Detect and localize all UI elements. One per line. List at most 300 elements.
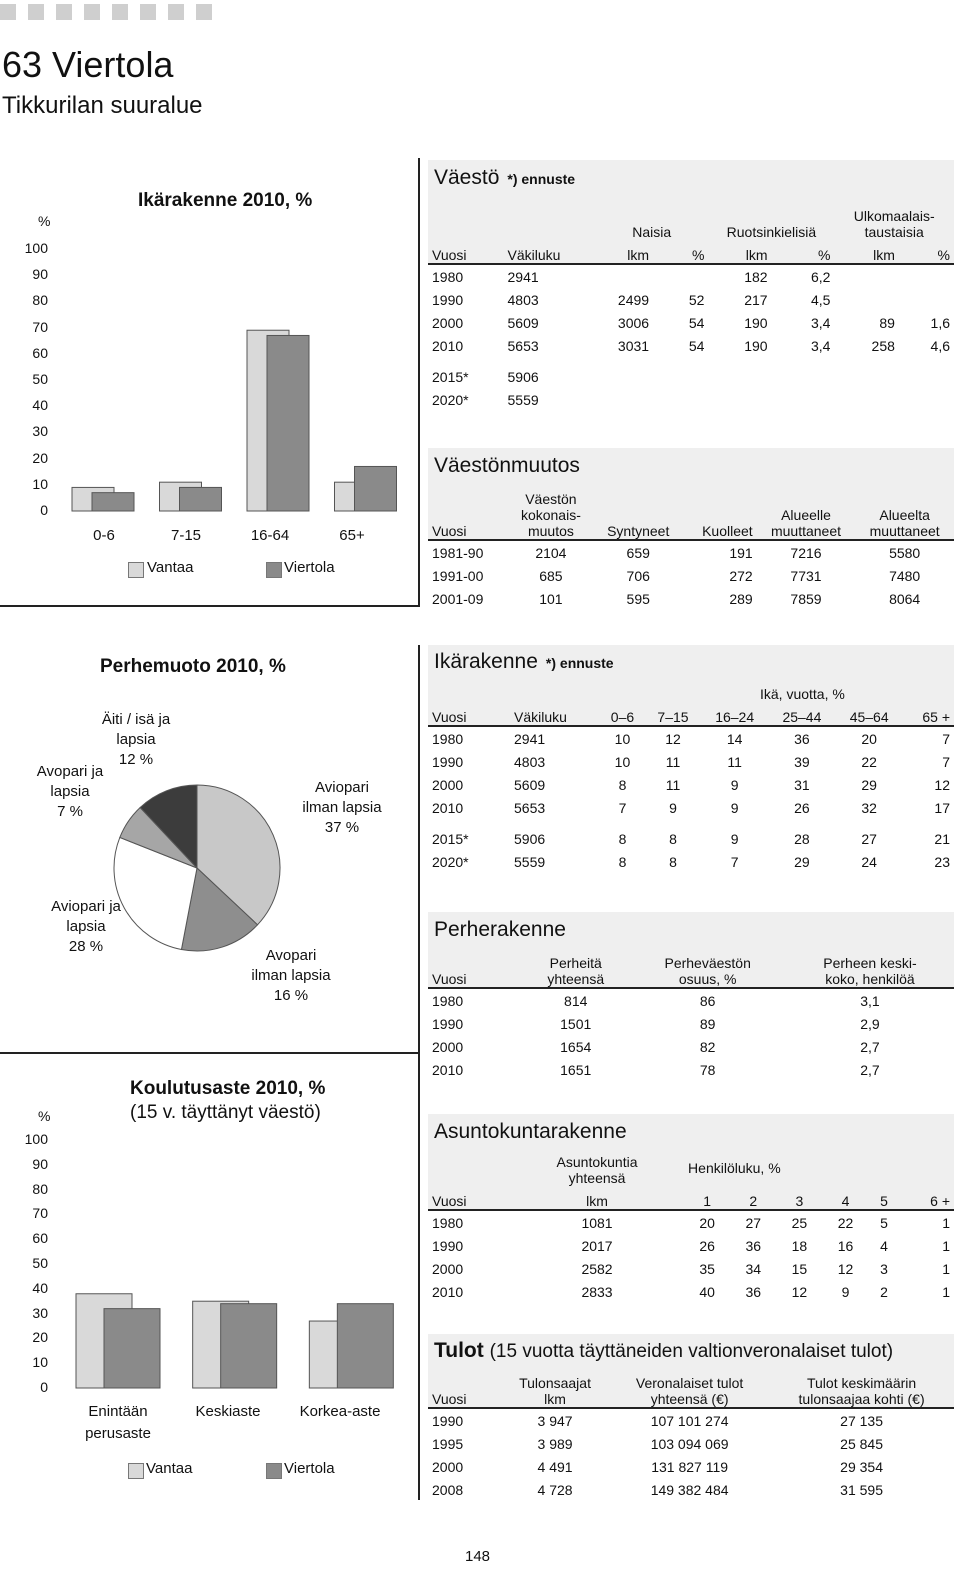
y-tick-label: 70 [32,1205,48,1222]
table-cell [834,288,898,311]
table-row [428,564,954,587]
family-chart-title: Perhemuoto 2010, % [100,656,286,677]
table-cell: 1990 [432,753,464,770]
legend-label-viertola: Viertola [284,559,335,576]
table-cell: 107 101 274 [610,1408,769,1432]
column-header: Perheväestön osuus, % [629,948,785,988]
vaestonmuutos-title: Väestönmuutos [434,454,580,477]
table-cell: 31 [794,776,810,793]
divider-horizontal [0,1052,420,1054]
edu-chart-y-unit: % [38,1108,51,1124]
table-cell: 26 [794,799,810,816]
table-cell: 101 [539,590,563,607]
table-row [428,1210,954,1234]
asuntokunta-group-total: Asuntokuntia yhteensä [510,1150,684,1186]
table-cell: 29 354 [840,1458,883,1475]
tulot-title-rest: (15 vuotta täyttäneiden valtionveronalaiset tulot) [489,1341,894,1362]
y-tick-label: 20 [32,449,48,466]
table-cell: 29 [794,853,810,870]
table-cell: 2941 [504,264,596,288]
table-cell [653,357,708,388]
table-row [428,1432,954,1455]
y-tick-label: 10 [32,1354,48,1371]
table-cell [653,388,708,411]
table-cell: 22 [861,753,877,770]
y-tick-label: 50 [32,371,48,387]
asuntokunta-title: Asuntokuntarakenne [434,1120,627,1143]
legend-swatch-vantaa [128,1463,144,1479]
x-tick-label: 16-64 [250,527,290,544]
table-cell: 4,6 [930,337,950,354]
column-header: 4 [822,1186,868,1210]
vaesto-title: Väestö [434,166,500,189]
vaesto-table [428,196,954,411]
table-cell: 3031 [617,337,650,354]
table-row [428,388,954,411]
legend-swatch-viertola [266,562,282,578]
table-row [428,796,954,819]
column-header: 65 + [903,702,954,726]
table-cell: 2000 [432,314,464,331]
tulot-table [428,1368,954,1501]
table-cell: 2833 [581,1283,613,1300]
table-row [428,988,954,1012]
vaestonmuutos-table [428,484,954,610]
y-tick-label: 30 [32,1304,48,1321]
column-header: Tulonsaajat lkm [500,1368,610,1408]
table-cell: 289 [729,590,753,607]
table-cell: 12 [837,1260,854,1277]
table-cell: 12 [791,1283,808,1300]
table-cell: 40 [699,1283,715,1300]
column-header: % [653,240,708,264]
table-cell: 4803 [514,753,546,770]
table-cell: 3,4 [810,337,831,354]
table-row [428,819,954,850]
column-header: Perheitä yhteensä [522,948,629,988]
column-header: 7–15 [645,702,701,726]
table-cell: 182 [708,264,771,288]
table-cell: 7 [903,726,954,750]
table-cell: 4 491 [537,1458,573,1475]
x-tick-label: 7-15 [170,527,202,544]
table-cell: 82 [699,1038,716,1055]
column-header: Veronalaiset tulot yhteensä (€) [610,1368,769,1408]
table-cell: 7 [618,799,627,816]
table-cell: 89 [699,1015,716,1032]
y-tick-label: 100 [24,240,48,256]
table-cell: 5609 [507,314,539,331]
decor-square [196,4,212,20]
table-cell: 7731 [790,567,822,584]
table-cell: 8064 [889,590,921,607]
y-tick-label: 90 [32,266,48,283]
perherakenne-section-header [428,912,954,948]
column-header: 0–6 [600,702,645,726]
table-row [428,850,954,873]
table-cell [595,357,653,388]
table-cell: 39 [794,753,810,770]
column-header: Vuosi [428,1368,500,1408]
table-cell: 5580 [855,540,954,564]
bar-viertola-2 [337,1304,393,1388]
table-cell: 1980 [428,264,504,288]
table-cell: 706 [626,567,650,584]
table-cell: 1081 [510,1210,684,1234]
table-cell: 1995 [432,1435,464,1452]
table-cell: 2,7 [860,1038,880,1055]
ikarakenne-section-header [428,645,954,679]
decor-square [168,4,184,20]
table-cell: 1990 [428,1408,500,1432]
table-cell: 3,1 [786,988,954,1012]
table-cell: 7859 [790,590,822,607]
table-cell [834,357,898,388]
x-tick-label-line: Keskiaste [195,1403,261,1420]
column-header: 6 + [899,1186,954,1210]
table-cell: 8 [618,776,627,793]
table-cell: 4,5 [810,291,831,308]
column-header: % [899,240,954,264]
table-row [428,1012,954,1035]
asuntokunta-group-henkiloluku: Henkilöluku, % [684,1150,954,1186]
divider-horizontal [0,605,420,607]
table-cell: 1990 [432,291,464,308]
table-cell [595,388,653,411]
column-header: Alueelta muuttaneet [855,484,954,540]
table-cell: 11 [727,753,742,770]
table-cell [595,264,653,288]
table-cell: 2001-09 [432,590,484,607]
edu-chart-title: Koulutusaste 2010, % [130,1078,326,1099]
table-cell: 1981-90 [428,540,508,564]
table-cell: 8 [618,853,627,870]
column-header: 5 [869,1186,900,1210]
table-cell: 15 [791,1260,808,1277]
table-cell: 5559 [507,391,539,408]
decor-square [84,4,100,20]
table-cell: 29 [861,776,877,793]
table-cell: 5653 [507,337,539,354]
col-group-ruotsinkielisia: Ruotsinkielisiä [708,196,834,240]
table-cell: 2000 [432,1458,464,1475]
column-header: lkm [595,240,653,264]
table-cell: 1 [942,1283,950,1300]
bar-viertola-0 [92,493,134,511]
ikarakenne-group-header: Ikä, vuotta, % [600,679,954,702]
table-cell: 2020* [432,391,469,408]
y-tick-label: 50 [32,1255,48,1271]
table-row [428,334,954,357]
x-tick-label [68,1401,168,1445]
y-tick-label: 40 [32,397,48,414]
legend-swatch-vantaa [128,562,144,578]
table-cell: 3 989 [537,1435,573,1452]
table-row [428,1280,954,1303]
table-cell: 5906 [514,830,546,847]
table-cell [899,388,954,411]
table-cell [772,388,835,411]
table-cell: 10 [600,726,645,750]
bar-viertola-0 [104,1309,160,1388]
column-header: Alueelle muuttaneet [757,484,856,540]
table-cell [899,264,954,288]
table-cell: 1651 [560,1061,592,1078]
column-header: Väkiluku [504,240,596,264]
table-cell: 31 595 [840,1481,883,1498]
bar-viertola-2 [267,335,309,511]
table-cell: 17 [934,799,950,816]
decor-square [140,4,156,20]
table-cell: 1,6 [930,314,950,331]
table-cell: 54 [688,337,705,354]
table-cell: 9 [730,799,739,816]
column-header: 16–24 [701,702,768,726]
table-cell [834,388,898,411]
table-cell: 27 [861,830,877,847]
table-row [428,1478,954,1501]
table-cell: 2000 [432,1038,464,1055]
column-header: 3 [776,1186,822,1210]
table-row [428,1035,954,1058]
decor-square [56,4,72,20]
table-cell: 258 [871,337,895,354]
vaesto-section-header [428,160,954,196]
page-subtitle: Tikkurilan suuralue [2,92,203,119]
table-cell: 5 [869,1210,900,1234]
table-cell: 11 [665,776,681,793]
table-cell: 814 [522,988,629,1012]
table-cell: 2941 [510,726,600,750]
table-cell: 11 [665,753,681,770]
column-header: 45–64 [836,702,903,726]
age-bar-chart [60,240,410,530]
table-cell: 7 [730,853,739,870]
legend-label-viertola: Viertola [284,1460,335,1477]
table-cell: 54 [688,314,705,331]
table-cell: 2008 [432,1481,464,1498]
column-header: % [772,240,835,264]
y-tick-label: 80 [32,1180,48,1197]
table-cell: 24 [861,853,877,870]
x-tick-label-line: Korkea-aste [299,1403,381,1420]
table-cell: 1 [942,1260,950,1277]
table-cell: 2 [880,1283,888,1300]
table-cell: 18 [791,1237,808,1254]
table-cell: 22 [822,1210,868,1234]
ikarakenne-title: Ikärakenne [434,650,538,673]
y-tick-label: 30 [32,423,48,440]
table-cell [708,388,771,411]
table-cell: 35 [699,1260,715,1277]
table-cell: 1990 [432,1015,464,1032]
bar-viertola-1 [180,487,222,511]
table-cell: 25 845 [840,1435,883,1452]
table-cell: 5609 [514,776,546,793]
column-header: Vuosi [428,240,504,264]
table-cell: 2020* [432,853,469,870]
table-cell [899,288,954,311]
col-group-naisia: Naisia [595,196,708,240]
table-cell: 4 728 [537,1481,573,1498]
table-cell: 1 [942,1237,950,1254]
table-cell: 2010 [432,1061,464,1078]
vaesto-note: *) ennuste [507,171,576,187]
table-cell: 1 [899,1210,954,1234]
column-header: lkm [708,240,771,264]
table-cell: 52 [688,291,705,308]
y-tick-label: 60 [32,1230,48,1247]
table-cell: 595 [626,590,650,607]
pie-label-aiti-isa-ja-lapsia: Äiti / isä ja lapsia 12 % [101,711,171,768]
table-cell: 3 947 [500,1408,610,1432]
table-cell: 2010 [432,1283,464,1300]
pie-label-aviopari-ilman-lapsia: Aviopari ilman lapsia 37 % [302,779,382,836]
column-header: Vuosi [428,1186,510,1210]
table-cell: 12 [645,726,701,750]
column-header: lkm [510,1186,684,1210]
legend-label-vantaa: Vantaa [146,1460,193,1477]
table-cell: 12 [934,776,950,793]
table-cell: 20 [684,1210,730,1234]
decor-square [112,4,128,20]
legend-swatch-viertola [266,1463,282,1479]
edu-chart-subtitle: (15 v. täyttänyt väestö) [130,1102,321,1123]
table-row [428,587,954,610]
table-row [428,311,954,334]
table-cell: 1990 [432,1237,464,1254]
table-cell: 3 [880,1260,888,1277]
table-cell: 10 [614,753,631,770]
table-cell: 26 [699,1237,715,1254]
y-tick-label: 10 [32,475,48,492]
table-cell: 2000 [432,776,464,793]
table-cell: 9 [730,830,739,847]
table-row [428,726,954,750]
column-header: Väkiluku [510,702,600,726]
table-cell: 34 [745,1260,762,1277]
table-cell: 4803 [507,291,539,308]
table-cell: 1501 [560,1015,592,1032]
table-cell: 8 [669,853,677,870]
table-cell: 131 827 119 [651,1458,729,1475]
ikarakenne-note: *) ennuste [545,655,614,671]
y-tick-label: 0 [40,502,48,518]
bar-viertola-3 [355,466,397,511]
table-cell: 7 [942,753,950,770]
table-cell: 6,2 [772,264,835,288]
table-cell: 2104 [508,540,594,564]
table-cell: 1654 [560,1038,592,1055]
column-header: Vuosi [428,702,510,726]
perherakenne-table [428,948,954,1081]
y-tick-label: 40 [32,1279,48,1296]
column-header: 25–44 [768,702,835,726]
divider-vertical [418,158,420,606]
table-cell: 8 [669,830,677,847]
table-cell: 2010 [432,337,464,354]
table-row [428,1234,954,1257]
col-group-ulkomaalais: Ulkomaalais- taustaisia [834,196,954,240]
table-cell: 685 [539,567,563,584]
x-tick-label [290,1401,390,1423]
y-tick-label: 60 [32,344,48,361]
table-cell: 2010 [432,799,464,816]
column-header: Tulot keskimäärin tulonsaajaa kohti (€) [769,1368,954,1408]
table-row [428,773,954,796]
table-cell: 190 [744,337,768,354]
table-cell [899,357,954,388]
table-row [428,750,954,773]
x-tick-label: 65+ [339,527,365,544]
column-header: Kuolleet [683,484,757,540]
y-tick-label: 20 [32,1329,48,1346]
bar-viertola-1 [221,1304,277,1388]
divider-vertical [418,645,420,1500]
table-cell: 2015* [432,368,469,385]
y-tick-label: 0 [40,1379,48,1395]
pie-label-aviopari-ja-lapsia: Aviopari ja lapsia 28 % [51,898,121,955]
column-header: Vuosi [428,948,522,988]
family-pie-chart [112,783,282,953]
table-row [428,1455,954,1478]
table-cell: 2000 [432,1260,464,1277]
table-cell [708,357,771,388]
table-cell: 103 094 069 [650,1435,729,1452]
table-cell: 149 382 484 [650,1481,729,1498]
page-number: 148 [465,1548,491,1565]
tulot-section-header [428,1334,954,1368]
pie-label-avopari-ja-lapsia: Avopari ja lapsia 7 % [36,763,104,820]
y-tick-label: 80 [32,292,48,309]
x-tick-label: 0-6 [93,527,115,544]
table-cell: 7216 [757,540,856,564]
perherakenne-title: Perherakenne [434,918,566,941]
table-cell: 9 [669,799,677,816]
x-tick-label-line: Enintään [88,1403,148,1420]
table-cell [834,264,898,288]
page-title: 63 Viertola [2,44,174,85]
table-cell: 36 [745,1283,762,1300]
table-cell: 86 [629,988,785,1012]
table-cell: 9 [841,1283,850,1300]
y-tick-label: 70 [32,318,48,335]
age-chart-y-unit: % [38,213,51,229]
table-row [428,1058,954,1081]
table-cell: 659 [594,540,683,564]
edu-bar-chart [60,1138,410,1390]
table-cell: 36 [745,1237,762,1254]
table-cell: 2,7 [860,1061,880,1078]
table-cell: 16 [837,1237,854,1254]
table-cell: 1980 [428,988,522,1012]
table-cell: 27 [730,1210,776,1234]
table-cell: 5906 [507,368,539,385]
table-cell: 1980 [428,726,510,750]
decor-square [0,4,16,20]
table-cell: 36 [768,726,835,750]
table-cell: 5653 [514,799,546,816]
ikarakenne-table [428,679,954,873]
table-cell: 191 [683,540,757,564]
table-cell [772,357,835,388]
table-cell: 78 [699,1061,716,1078]
column-header: Perheen keski- koko, henkilöä [786,948,954,988]
x-tick-label-line: perusaste [85,1425,151,1442]
table-cell: 5559 [514,853,546,870]
table-cell: 272 [729,567,753,584]
table-cell: 14 [701,726,768,750]
